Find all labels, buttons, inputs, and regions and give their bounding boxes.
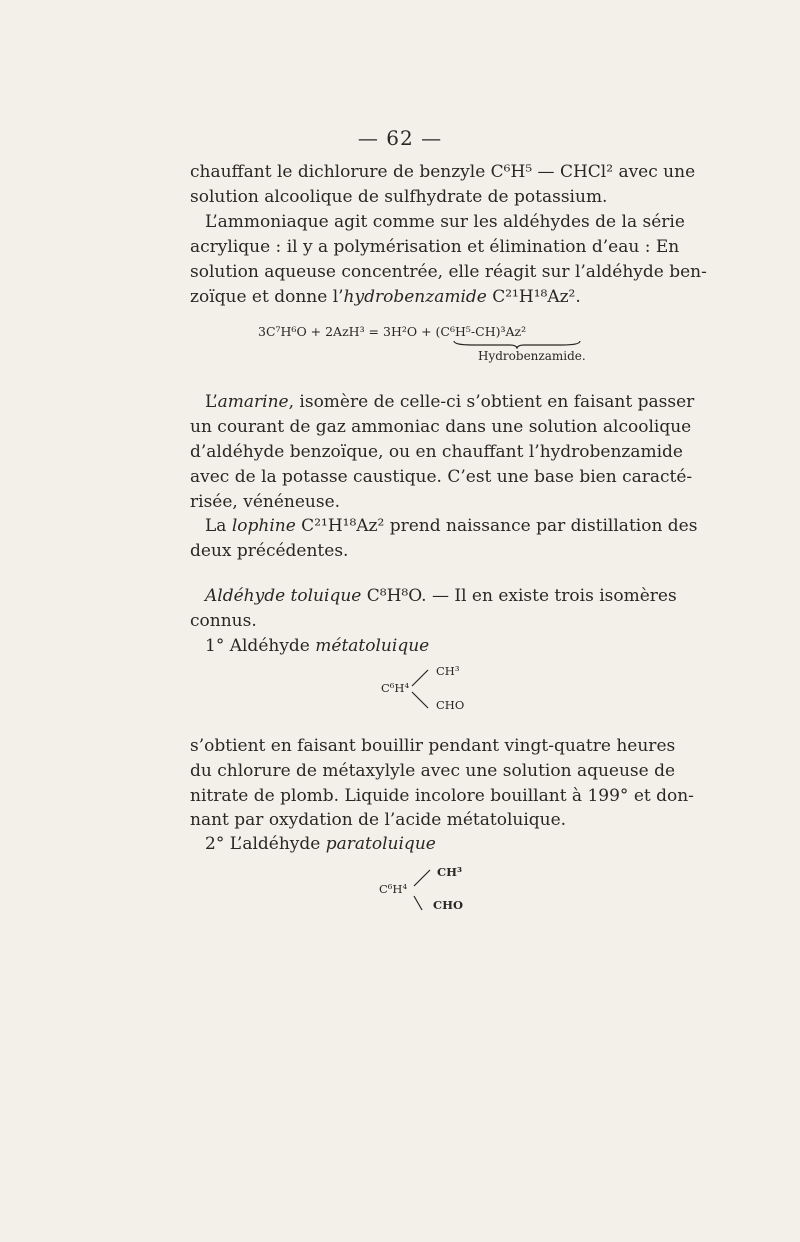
text-line: nitrate de plomb. Liquide incolore bouillant à 199° et don- [190,786,694,806]
text-line: L’amarine, isomère de celle-ci s’obtient en faisant passer [205,392,695,412]
formula-ch3: CH³ [436,664,460,678]
text-line: du chlorure de métaxylyle avec une solution aqueuse de [190,761,676,781]
italic-term: lophine [231,516,296,536]
text-line: d’aldéhyde benzoïque, ou en chauffant l’hydrobenzamide [190,442,683,462]
text-line: acrylique : il y a polymérisation et élimination d’eau : En [190,237,680,257]
formula-ch3: CH³ [437,865,463,879]
text-line: connus. [190,611,257,631]
equation-label: Hydrobenzamide. [478,349,586,363]
text-line: risée, vénéneuse. [190,492,341,512]
text-line: nant par oxydation de l’acide métatoluique. [190,810,567,830]
text-line: un courant de gaz ammoniac dans une solution alcoolique [190,417,692,437]
text-line: s’obtient en faisant bouillir pendant vingt-quatre heures [190,736,676,756]
text-line: zoïque et donne l’hydrobenzamide C²¹H¹⁸Az². [190,287,581,307]
text-line: solution alcoolique de sulfhydrate de potassium. [190,187,608,207]
text-line: 1° Aldéhyde métatoluique [205,636,430,656]
text-line: 2° L’aldéhyde paratoluique [205,834,436,854]
italic-term: paratoluique [325,834,436,854]
text-line: deux précédentes. [190,541,349,561]
text-line: La lophine C²¹H¹⁸Az² prend naissance par distillation des [205,516,698,536]
formula-c6h4: C⁶H⁴ [381,681,410,695]
formula-cho: CHO [436,698,465,712]
chemical-equation: 3C⁷H⁶O + 2AzH³ = 3H²O + (C⁶H⁵-CH)³Az² [258,324,527,339]
text-line: L’ammoniaque agit comme sur les aldéhydes de la série [205,212,685,232]
underbrace [452,339,582,349]
italic-term: Aldéhyde toluique [205,586,362,606]
text-line: chauffant le dichlorure de benzyle C⁶H⁵ — CHCl² avec une [190,162,696,182]
italic-term: hydrobenzamide [343,287,487,307]
formula-cho: CHO [433,898,464,912]
formula-c6h4: C⁶H⁴ [379,882,408,896]
section-heading: Aldéhyde toluique C⁸H⁸O. — Il en existe trois isomères [205,586,677,606]
bond-lines [410,666,434,712]
text-line: solution aqueuse concentrée, elle réagit sur l’aldéhyde ben- [190,262,707,282]
text-line: avec de la potasse caustique. C’est une base bien caracté- [190,467,693,487]
italic-term: amarine [217,392,289,412]
italic-term: métatoluique [315,636,430,656]
page-number: — 62 — [357,126,443,150]
